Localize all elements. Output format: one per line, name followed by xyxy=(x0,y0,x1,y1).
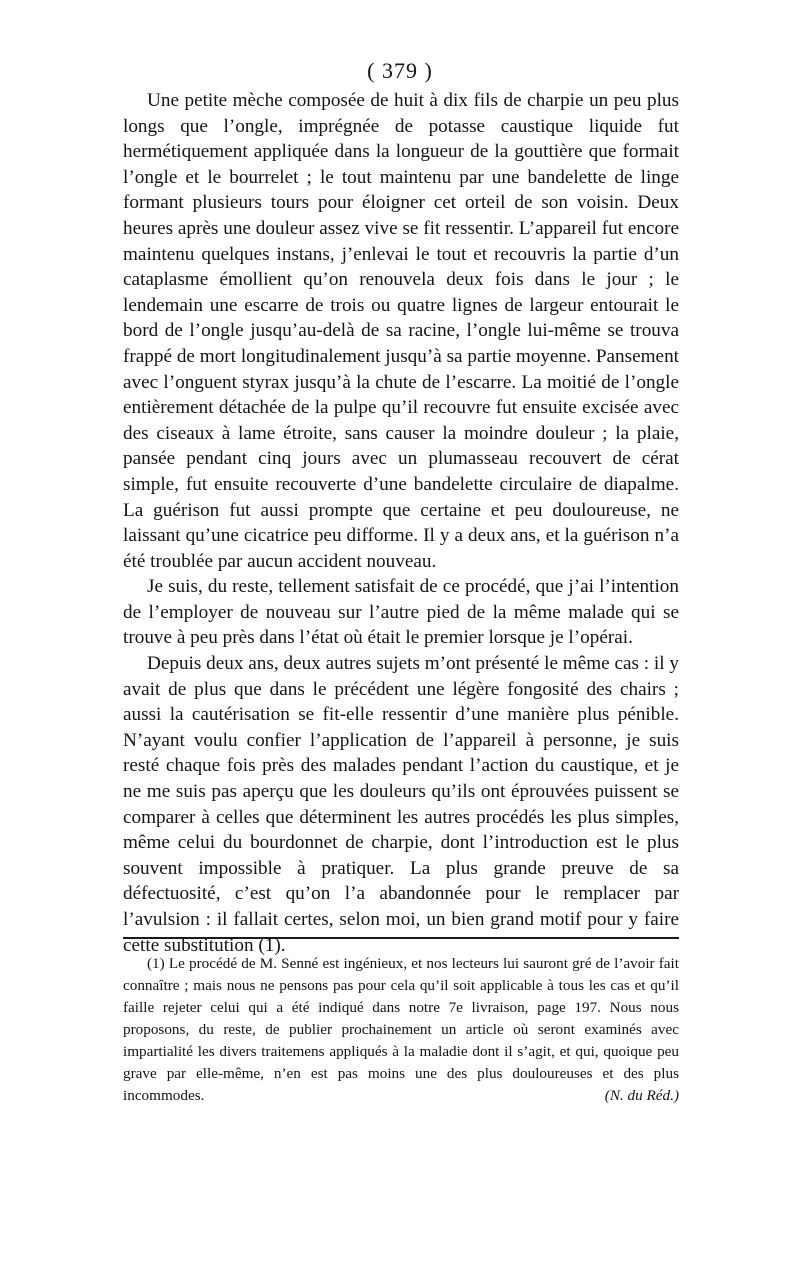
paragraph-3: Depuis deux ans, deux autres sujets m’ont présenté le même cas : il y avait de plus que dans le précédent une légère fongosité des chairs ; aussi la cautérisation se fit-elle ressentir d’une manière plus pénible. N’ayant voulu confier l’application de l’appareil à personne, je suis resté chaque fois près des malades pendant l’action du caustique, et je ne me suis pas aperçu que les douleurs qu’ils ont éprouvées puissent se comparer à celles que déterminent les autres procédés les plus simples, même celui du bourdonnet de charpie, dont l’introduction est le plus souvent impossible à pratiquer. La plus grande preuve de sa défectuosité, c’est qu’on l’a abandonnée pour le remplacer par l’avulsion : il fallait certes, selon moi, un bien grand motif pour y faire cette substitution (1). xyxy=(123,653,679,956)
footnote-signature: (N. du Réd.) xyxy=(604,1087,679,1104)
page-number: ( 379 ) xyxy=(367,58,433,83)
footnote-text: (1) Le procédé de M. Senné est ingénieux, et nos lecteurs lui sauront gré de l’avoir fait connaître ; mais nous ne pensons pas pour cela qu’il soit applicable à tous les cas et qu’il faille rejeter celui qui a été indiqué dans notre 7e livraison, page 197. Nous nous proposons, du reste, de publier prochainement un article où seront examinés avec impartialité les divers traitemens appliqués à la maladie dont il s’agit, et qui, quoique peu grave par elle-même, n’en est pas moins une des plus douloureuses et des plus incommodes. xyxy=(123,955,679,1104)
main-text xyxy=(123,88,679,958)
footnote xyxy=(123,953,679,1107)
paragraph-2: Je suis, du reste, tellement satisfait de ce procédé, que j’ai l’intention de l’employer de nouveau sur l’autre pied de la même malade qui se trouve à peu près dans l’état où était le premier lorsque je l’opérai. xyxy=(123,576,679,649)
paragraph-1: Une petite mèche composée de huit à dix fils de charpie un peu plus longs que l’ongle, imprégnée de potasse caustique liquide fut hermétiquement appliquée dans la longueur de la gouttière que formait l’ongle et le bourrelet ; le tout maintenu par une bandelette de linge formant plusieurs tours pour éloigner cet orteil de son voisin. Deux heures après une douleur assez vive se fit ressentir. L’appareil fut encore maintenu quelques instans, j’enlevai le tout et recouvris la partie d’un cataplasme émollient qu’on renouvela deux fois dans le jour ; le lendemain une escarre de trois ou quatre lignes de largeur entourait le bord de l’ongle jusqu’au-delà de sa racine, l’ongle lui-même se trouva frappé de mort longitudinalement jusqu’à sa partie moyenne. Pansement avec l’onguent styrax jusqu’à la chute de l’escarre. La moitié de l’ongle entièrement détachée de la pulpe qu’il recouvre fut ensuite excisée avec des ciseaux à lame étroite, sans causer la moindre douleur ; la plaie, pansée pendant cinq jours avec un plumasseau recouvert de cérat simple, fut ensuite recouverte d’une bandelette circulaire de diapalme. La guérison fut aussi prompte que certaine et peu douloureuse, ne laissant qu’une cicatrice peu difforme. Il y a deux ans, et la guérison n’a été troublée par aucun accident nouveau. xyxy=(123,90,679,572)
footnote-divider xyxy=(123,937,679,939)
